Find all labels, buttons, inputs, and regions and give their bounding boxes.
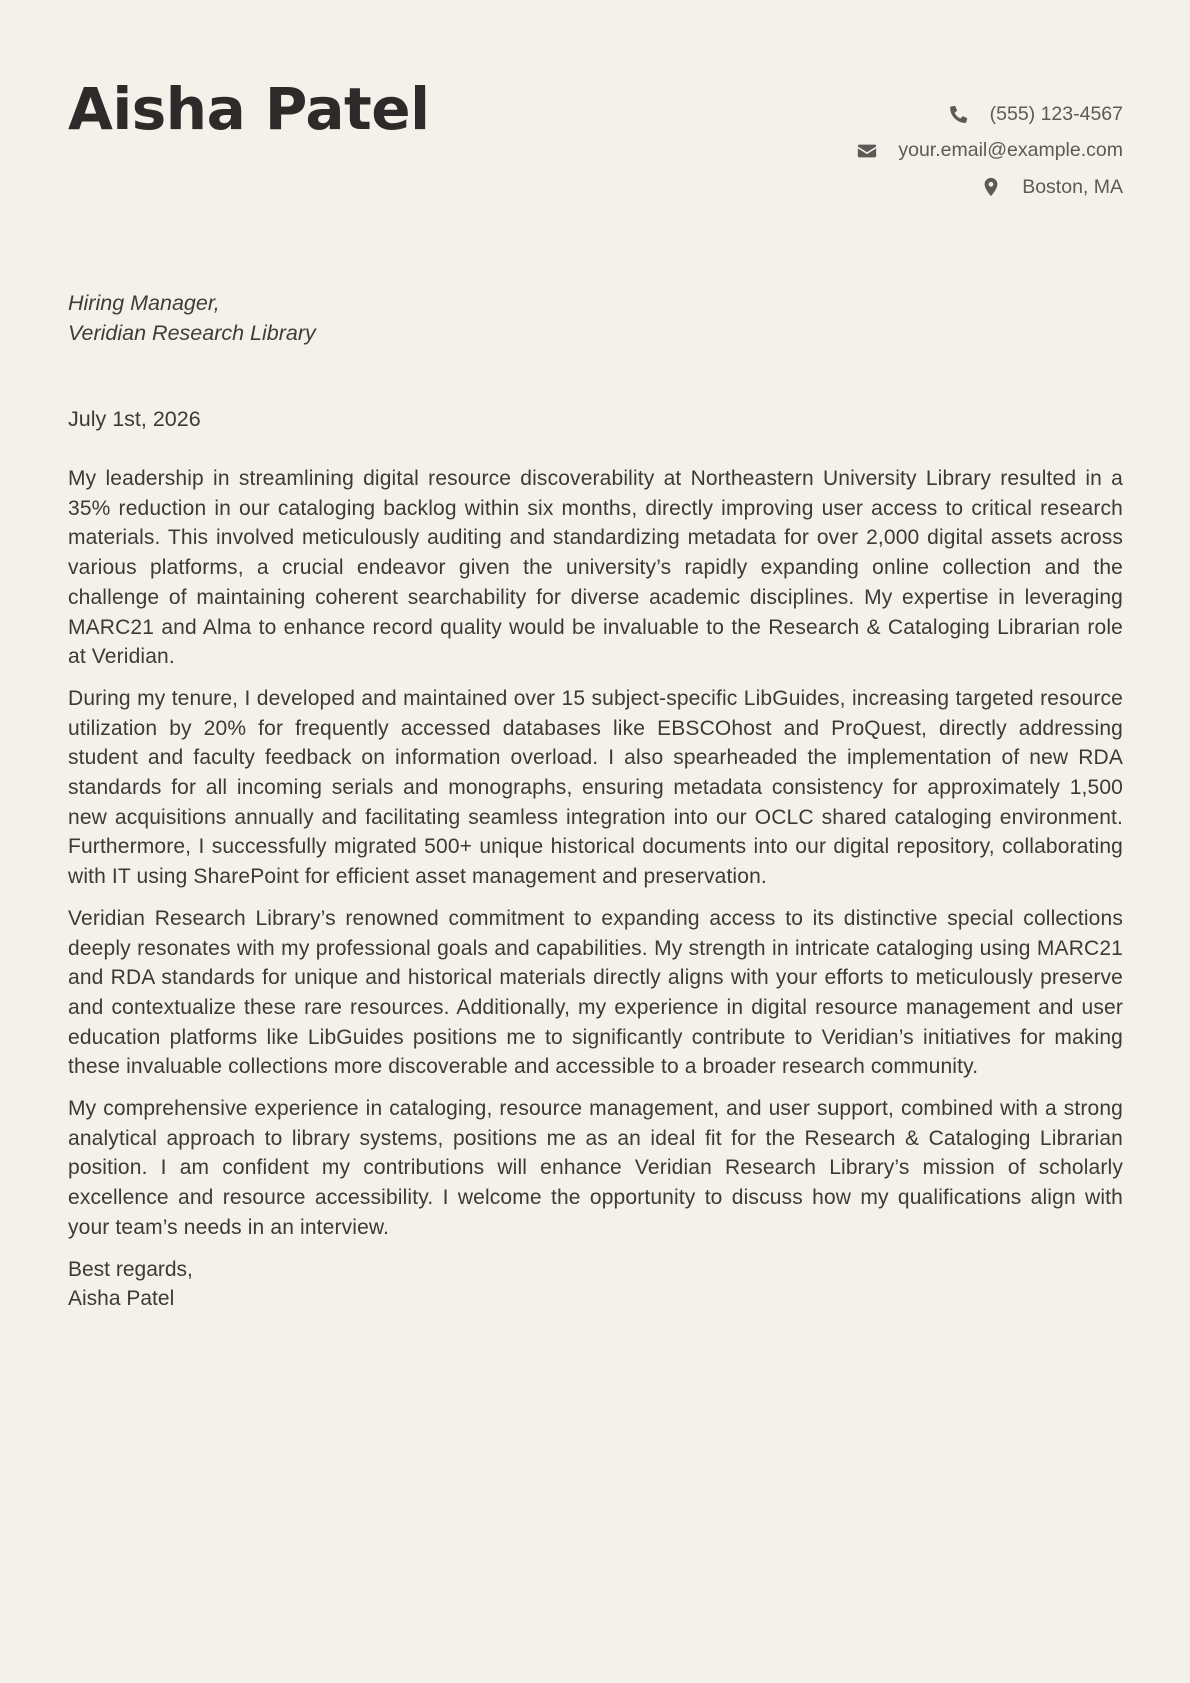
location-text: Boston, MA [1022,175,1123,198]
letter-closing [68,1255,1123,1314]
contact-email [856,133,1123,170]
body-paragraph: During my tenure, I developed and maintained over 15 subject-specific LibGuides, increasing targeted resource utilization by 20% for frequently accessed databases like EBSCOhost and ProQuest, directly addressing student and faculty feedback on information overload. I also spearheaded the implementation of new RDA standards for all incoming serials and monographs, ensuring metadata consistency for approximately 1,500 new acquisitions annually and facilitating seamless integration into our OCLC shared cataloging environment. Furthermore, I successfully migrated 500+ unique historical documents into our digital repository, collaborating with IT using SharePoint for efficient asset management and preservation. [68,686,1123,889]
applicant-name: Aisha Patel [68,75,430,143]
cover-letter-page [68,70,1123,1314]
body-paragraph: Veridian Research Library’s renowned commitment to expanding access to its distinctive special collections deeply resonates with my professional goals and capabilities. My strength in intricate cataloging using MARC21 and RDA standards for unique and historical materials directly aligns with your efforts to meticulously preserve and contextualize these rare resources. Additionally, my experience in digital resource management and user education platforms like LibGuides positions me to significantly contribute to Veridian’s initiatives for making these invaluable collections more discoverable and accessible to a broader research community. [68,906,1123,1079]
letter-header [68,70,1123,210]
contact-phone [856,96,1123,133]
envelope-icon [856,140,878,162]
phone-text: (555) 123-4567 [989,102,1123,125]
closing-signature: Aisha Patel [68,1287,175,1311]
letter-date: July 1st, 2026 [68,407,201,431]
recipient-organization: Veridian Research Library [68,321,316,345]
phone-icon [948,103,970,125]
recipient-title: Hiring Manager, [68,291,220,315]
contact-location [856,169,1123,206]
body-paragraph: My comprehensive experience in cataloging, resource management, and user support, combined with a strong analytical approach to library systems, positions me as an ideal fit for the Research & Cataloging Librarian position. I am confident my contributions will enhance Veridian Research Library’s mission of scholarly excellence and resource accessibility. I welcome the opportunity to discuss how my qualifications align with your team’s needs in an interview. [68,1097,1123,1239]
email-text: your.email@example.com [898,139,1123,162]
body-paragraph: My leadership in streamlining digital resource discoverability at Northeastern University Library resulted in a 35% reduction in our cataloging backlog within six months, directly improving user access to critical research materials. This involved meticulously auditing and standardizing metadata for over 2,000 digital assets across various platforms, a crucial endeavor given the university’s rapidly expanding online collection and the challenge of maintaining coherent searchability for diverse academic disciplines. My expertise in leveraging MARC21 and Alma to enhance record quality would be invaluable to the Research & Cataloging Librarian role at Veridian. [68,467,1123,669]
map-marker-icon [980,176,1002,198]
contact-info [856,96,1123,206]
closing-salutation: Best regards, [68,1257,193,1281]
letter-body [68,464,1123,1243]
recipient-block [68,288,1123,348]
